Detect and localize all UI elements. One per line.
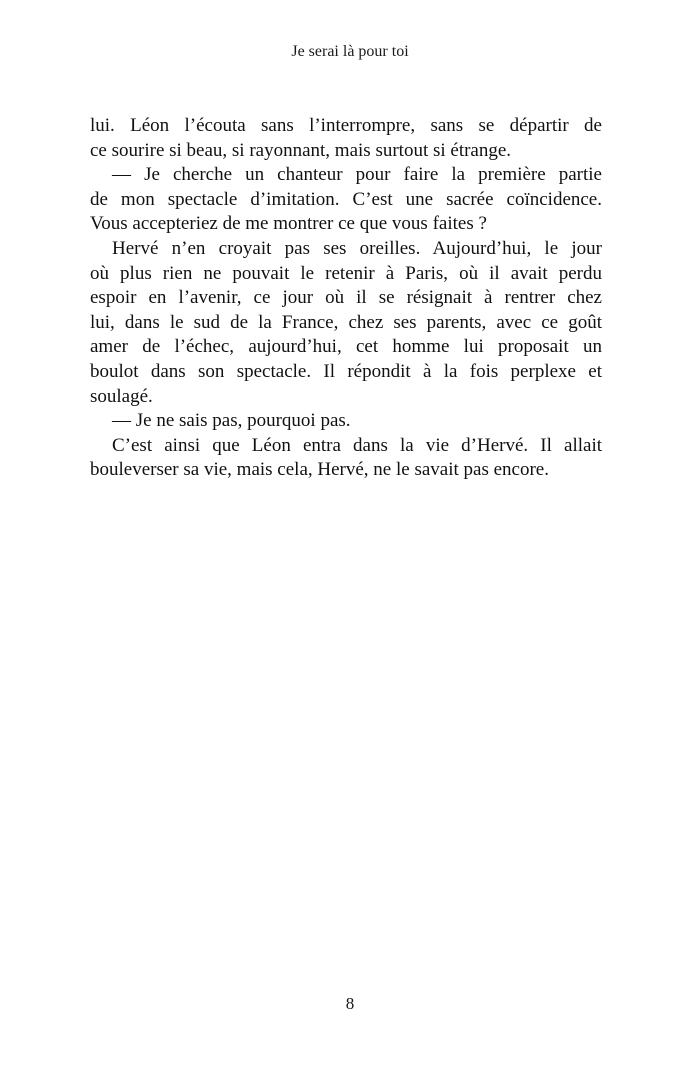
paragraph-start-line: C’est ainsi que Léon entra dans la vie d’Hervé. Il allait [112, 434, 602, 456]
running-head: Je serai là pour toi [291, 43, 409, 60]
text-line: où plus rien ne pouvait le retenir à Paris, où il avait perdu [90, 262, 602, 284]
body-text [90, 114, 602, 483]
text-line: boulot dans son spectacle. Il répondit à la fois perplexe et [90, 360, 602, 382]
page-number: 8 [345, 994, 355, 1013]
dialogue-line: — Je cherche un chanteur pour faire la première partie [112, 164, 602, 186]
text-line: de mon spectacle d’imitation. C’est une sacrée coïncidence. [90, 188, 602, 210]
text-line: soulagé. [90, 385, 153, 407]
text-line: ce sourire si beau, si rayonnant, mais surtout si étrange. [90, 139, 512, 161]
text-line: Vous accepteriez de me montrer ce que vous faites ? [90, 213, 487, 235]
text-line: lui, dans le sud de la France, chez ses parents, avec ce goût [90, 311, 602, 333]
dialogue-line: — Je ne sais pas, pourquoi pas. [112, 410, 351, 432]
text-line: lui. Léon l’écouta sans l’interrompre, sans se départir de [90, 115, 602, 136]
text-line: amer de l’échec, aujourd’hui, cet homme lui proposait un [90, 336, 602, 358]
text-line: espoir en l’avenir, ce jour où il se résignait à rentrer chez [90, 287, 602, 309]
text-line: bouleverser sa vie, mais cela, Hervé, ne le savait pas encore. [90, 459, 549, 481]
paragraph-start-line: Hervé n’en croyait pas ses oreilles. Aujourd’hui, le jour [112, 237, 602, 259]
